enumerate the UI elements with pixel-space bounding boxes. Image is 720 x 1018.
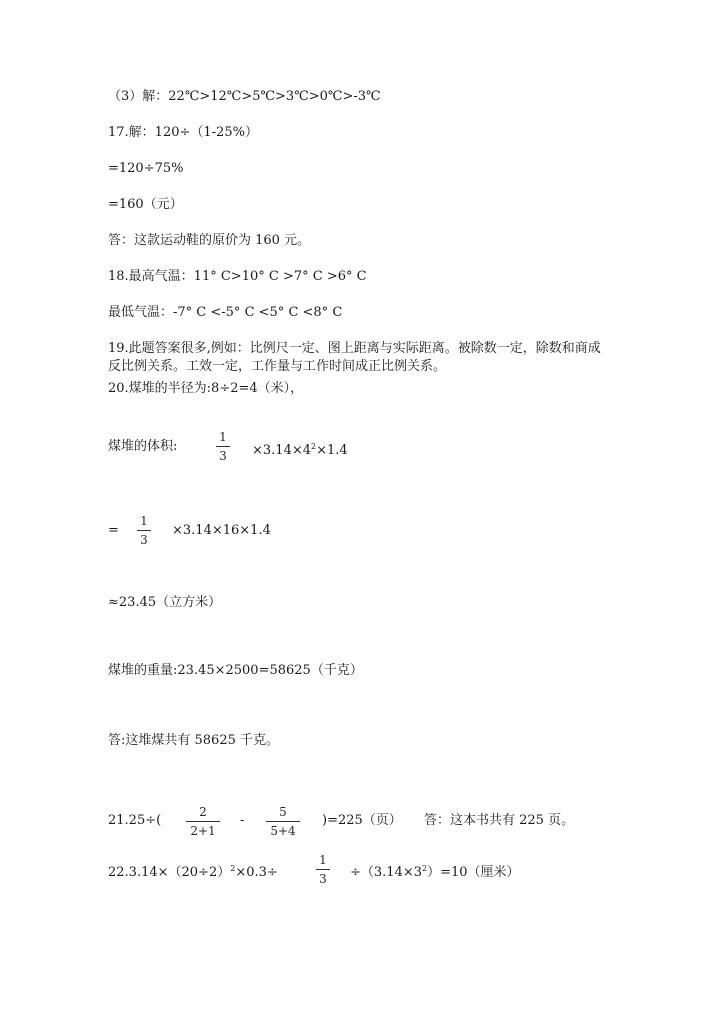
fraction-denominator: 2+1 <box>190 824 216 838</box>
q19-answer: 19.此题答案很多,例如：比例尺一定、图上距离与实际距离。被除数一定，除数和商成反比例关系。工效一定，工作量与工作时间成正比例关系。 <box>108 341 601 374</box>
fraction-numerator: 1 <box>319 853 327 867</box>
q18-high-temp: 18.最高气温：11° C>10° C >7° C >6° C <box>108 269 367 284</box>
q20-volume-expr-b: ×1.4 <box>316 443 348 458</box>
q21-suffix: )=225（页） <box>322 813 402 828</box>
fraction-q21-second <box>266 805 300 838</box>
q21-minus: - <box>240 813 245 828</box>
q22-tail-b: ）=10（厘米） <box>427 865 520 880</box>
fraction-bar <box>186 821 220 822</box>
q22-prefix: 22.3.14×（20÷2） <box>108 865 231 880</box>
q20-radius: 20.煤堆的半径为:8÷2=4（米）， <box>108 381 304 396</box>
q22-exponent-2: 2 <box>422 864 428 873</box>
q20-volume-expression <box>252 438 348 460</box>
q18-low-temp: 最低气温：-7° C <-5° C <5° C <8° C <box>108 305 343 320</box>
q20-approx-volume: ≈23.45（立方米） <box>108 595 222 610</box>
q20-weight: 煤堆的重量:23.45×2500=58625（千克） <box>108 663 363 678</box>
fraction-denominator: 5+4 <box>270 824 296 838</box>
q22-mid: ×0.3÷ <box>235 865 278 880</box>
q20-equals: = <box>108 523 119 538</box>
fraction-bar <box>216 446 230 447</box>
answer-3-comparison: （3）解：22℃>12℃>5℃>3℃>0℃>-3℃ <box>108 89 381 104</box>
fraction-denominator: 3 <box>319 872 327 886</box>
fraction-bar <box>316 869 330 870</box>
q20-step-expression: ×3.14×16×1.4 <box>172 523 271 538</box>
fraction-numerator: 1 <box>219 430 227 444</box>
fraction-denominator: 3 <box>140 533 148 547</box>
fraction-numerator: 2 <box>199 805 207 819</box>
q20-volume-expr-a: ×3.14×4 <box>252 443 312 458</box>
q20-volume-exponent: 2 <box>311 442 317 451</box>
q22-expression-end <box>350 860 520 882</box>
q21-answer: 答：这本书共有 225 页。 <box>424 813 575 828</box>
fraction-one-third <box>137 514 151 547</box>
fraction-numerator: 5 <box>279 805 287 819</box>
q20-volume-label: 煤堆的体积: <box>108 439 178 454</box>
q22-expression-start <box>108 860 278 882</box>
q17-step-2: =160（元） <box>108 197 183 212</box>
fraction-bar <box>266 821 300 822</box>
q17-step-1: =120÷75% <box>108 161 184 176</box>
fraction-bar <box>137 530 151 531</box>
q17-solution: 17.解：120÷（1-25%） <box>108 125 258 140</box>
q21-prefix: 21.25÷( <box>108 813 162 828</box>
q17-answer: 答：这款运动鞋的原价为 160 元。 <box>108 233 311 248</box>
q20-answer: 答:这堆煤共有 58625 千克。 <box>108 733 279 748</box>
fraction-q21-first <box>186 805 220 838</box>
fraction-denominator: 3 <box>219 449 227 463</box>
q22-exponent-1: 2 <box>230 864 236 873</box>
fraction-one-third <box>316 853 330 886</box>
q22-tail-a: ÷（3.14×3 <box>350 865 423 880</box>
fraction-one-third <box>216 430 230 463</box>
fraction-numerator: 1 <box>140 514 148 528</box>
